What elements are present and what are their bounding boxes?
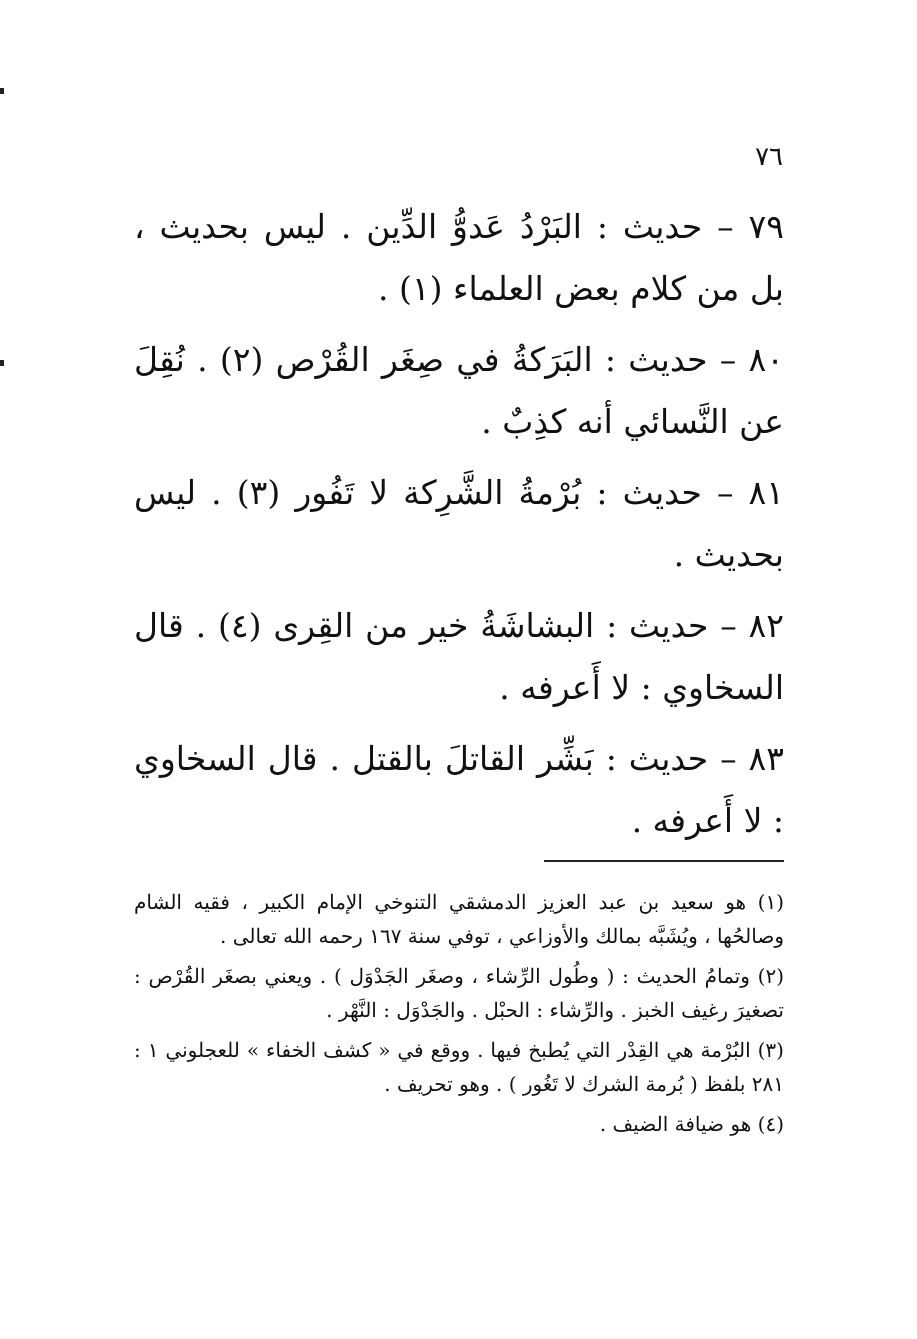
page-number: ٧٦: [755, 142, 783, 172]
hadith-entry-82: ٨٢ – حديث : البشاشَةُ خير من القِرى (٤) . قال السخاوي : لا أَعرفه .: [134, 606, 784, 707]
footnote-4: (٤) هو ضيافة الضيف .: [599, 1112, 784, 1136]
scan-edge-mark: [0, 88, 4, 94]
hadith-list: [134, 196, 784, 861]
hadith-entry-83: ٨٣ – حديث : بَشِّر القاتلَ بالقتل . قال السخاوي : لا أَعرفه .: [134, 739, 784, 840]
hadith-entry-79: ٧٩ – حديث : البَرْدُ عَدوُّ الدِّين . ليس بحديث ، بل من كلام بعض العلماء (١) .: [134, 207, 784, 308]
footnote-3: (٣) البُرْمة هي القِدْر التي يُطبخ فيها . ووقع في « كشف الخفاء » للعجلوني ١ : ٢٨١ بلفظ ( بُرمة الشرك لا تَغُور ) . وهو تحريف .: [134, 1038, 784, 1096]
hadith-entry-80: ٨٠ – حديث : البَرَكةُ في صِغَر القُرْص (٢) . نُقِلَ عن النَّسائي أنه كذِبٌ .: [134, 340, 784, 441]
footnote-1: (١) هو سعيد بن عبد العزيز الدمشقي التنوخي الإمام الكبير ، فقيه الشام وصالحُها ، ويُشَبَّه بمالك والأوزاعي ، توفي سنة ١٦٧ رحمه الله تعالى .: [134, 890, 784, 948]
hadith-entry-81: ٨١ – حديث : بُرْمةُ الشَّرِكة لا تَفُور (٣) . ليس بحديث .: [134, 473, 784, 574]
footnotes: [134, 885, 784, 1147]
scan-edge-mark: [0, 360, 4, 366]
footnote-separator: [544, 860, 784, 862]
footnote-2: (٢) وتمامُ الحديث : ( وطُول الرِّشاء ، وصغَر الجَدْوَل ) . ويعني بصغَر القُرْص : تصغيرَ رغيف الخبز . والرِّشاء : الحبْل . والجَدْوَل : النَّهْر .: [134, 964, 784, 1022]
